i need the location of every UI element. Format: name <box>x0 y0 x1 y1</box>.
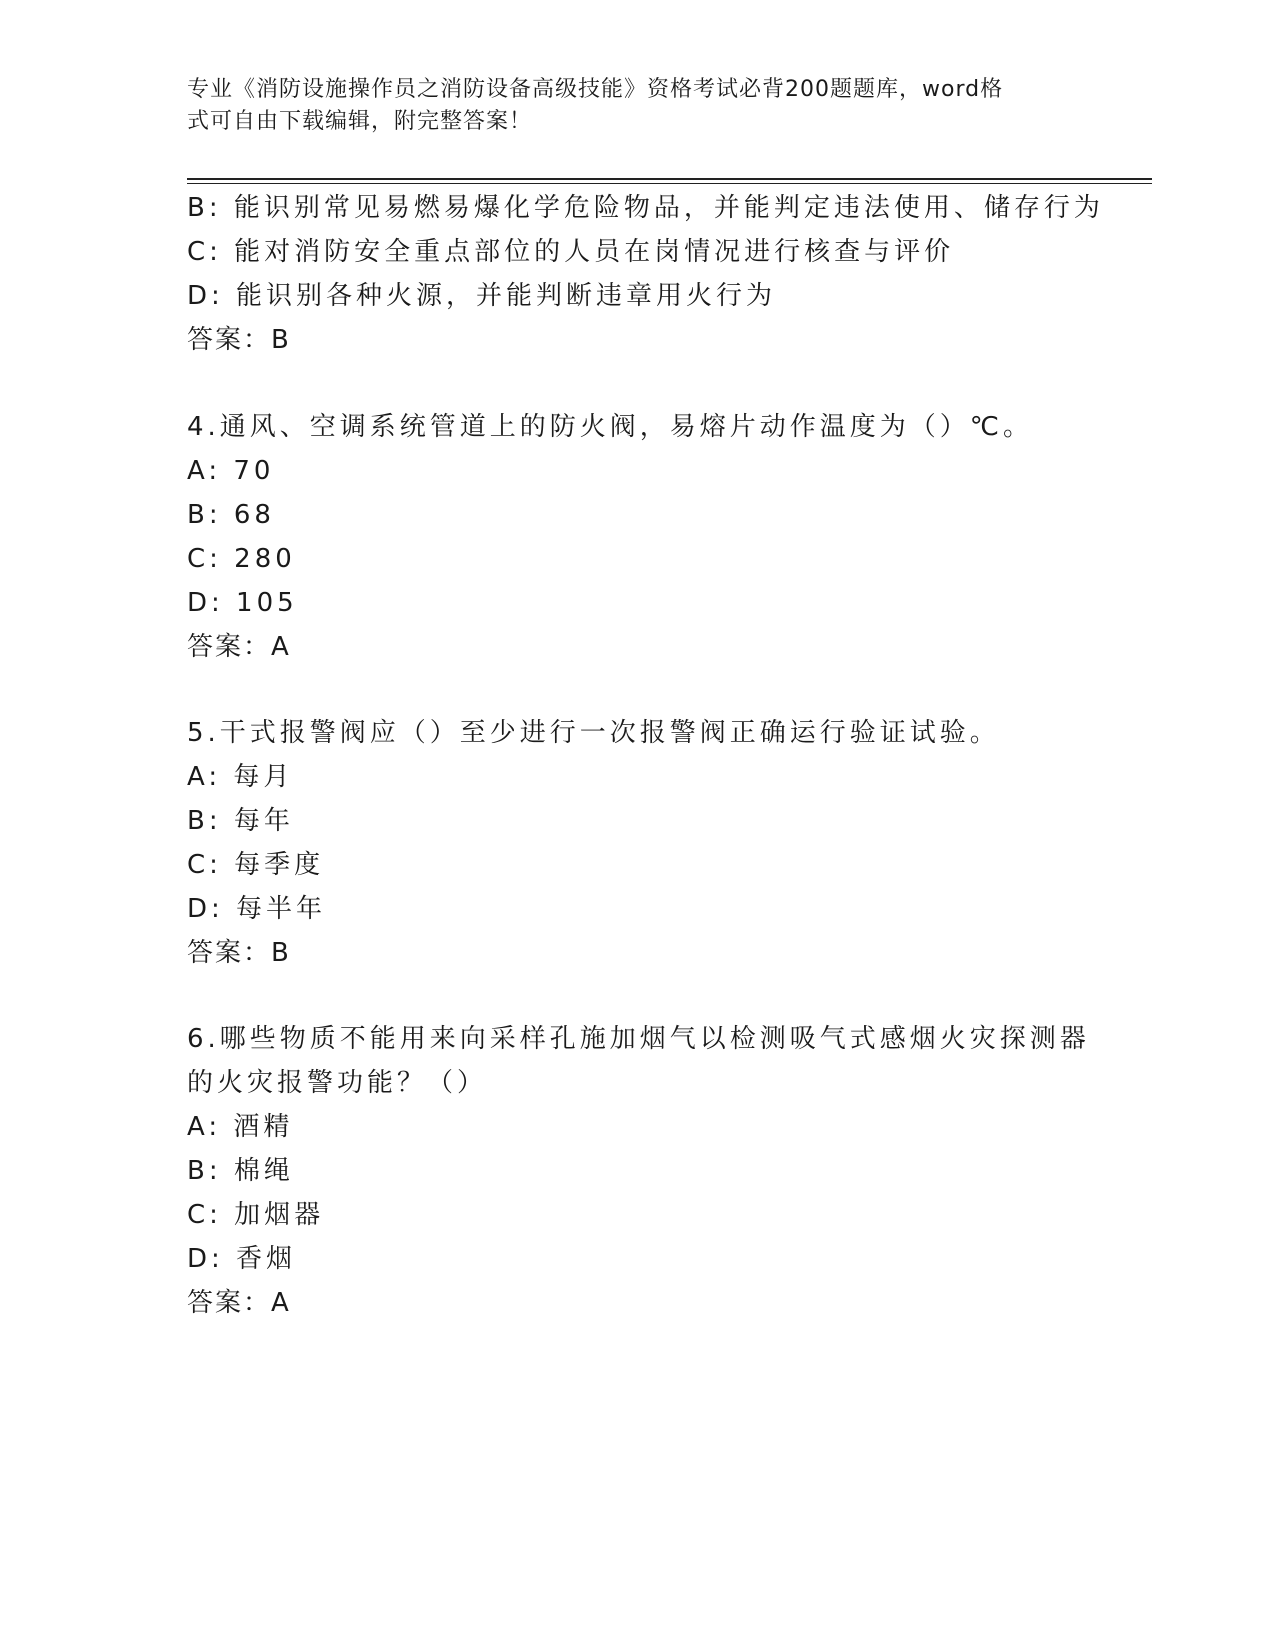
q6-question-line-1: 6.哪些物质不能用来向采样孔施加烟气以检测吸气式感烟火灾探测器 <box>187 1024 1090 1054</box>
q4-option-c: C: 280 <box>187 544 296 574</box>
q6-option-c: C: 加烟器 <box>187 1200 325 1230</box>
q4-answer: 答案：A <box>187 632 291 662</box>
q4-option-b: B: 68 <box>187 500 275 530</box>
q5-option-c: C: 每季度 <box>187 850 325 880</box>
q4-question: 4.通风、空调系统管道上的防火阀，易熔片动作温度为（）℃。 <box>187 412 1034 442</box>
q4-option-d: D: 105 <box>187 588 298 618</box>
q6-option-a: A: 酒精 <box>187 1112 294 1142</box>
q5-option-b: B: 每年 <box>187 806 294 836</box>
q3-answer: 答案：B <box>187 325 291 355</box>
q6-answer: 答案：A <box>187 1288 291 1318</box>
q6-option-d: D: 香烟 <box>187 1244 297 1274</box>
q6-question-line-2: 的火灾报警功能？（） <box>187 1068 488 1098</box>
q6-option-b: B: 棉绳 <box>187 1156 294 1186</box>
q5-option-d: D: 每半年 <box>187 894 327 924</box>
header-divider-thick <box>187 178 1152 180</box>
q3-option-c: C: 能对消防安全重点部位的人员在岗情况进行核查与评价 <box>187 237 955 267</box>
q3-option-b: B: 能识别常见易燃易爆化学危险物品，并能判定违法使用、储存行为 <box>187 193 1104 223</box>
q5-answer: 答案：B <box>187 938 291 968</box>
document-header <box>187 74 1067 138</box>
header-line-2: 式可自由下载编辑，附完整答案！ <box>187 109 533 134</box>
q4-option-a: A: 70 <box>187 456 275 486</box>
q5-question: 5.干式报警阀应（）至少进行一次报警阀正确运行验证试验。 <box>187 718 1000 748</box>
q5-option-a: A: 每月 <box>187 762 294 792</box>
q3-option-d: D: 能识别各种火源，并能判断违章用火行为 <box>187 281 777 311</box>
header-divider-thin <box>187 183 1152 184</box>
header-line-1: 专业《消防设施操作员之消防设备高级技能》资格考试必背200题题库，word格 <box>187 77 1004 102</box>
